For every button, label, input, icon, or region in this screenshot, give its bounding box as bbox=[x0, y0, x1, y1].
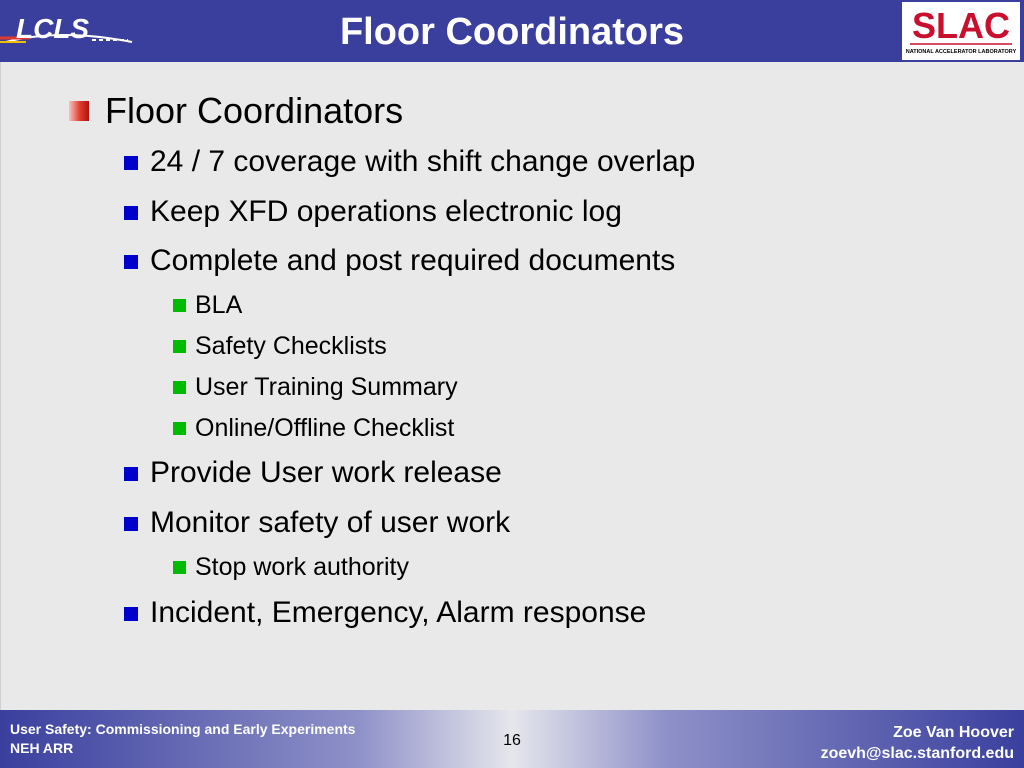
bullet-item bbox=[150, 506, 510, 540]
footer-presentation-subtitle: NEH ARR bbox=[10, 740, 74, 756]
blue-square-bullet-icon bbox=[124, 517, 138, 531]
green-square-bullet-icon bbox=[173, 299, 186, 312]
bullet-item bbox=[150, 145, 695, 179]
bullet-text: Provide User work release bbox=[150, 456, 502, 489]
blue-square-bullet-icon bbox=[124, 607, 138, 621]
slac-logo bbox=[902, 2, 1020, 60]
bullet-text: Monitor safety of user work bbox=[150, 506, 511, 539]
sub-bullet-text: Safety Checklists bbox=[195, 332, 387, 360]
slac-logo-text: SLAC bbox=[912, 5, 1010, 46]
sub-bullet-item bbox=[195, 331, 387, 361]
bullet-item bbox=[150, 456, 502, 490]
footer-author-info bbox=[821, 722, 1014, 764]
footer-author-email: zoevh@slac.stanford.edu bbox=[820, 745, 1014, 762]
footer-presentation-title: User Safety: Commissioning and Early Experiments bbox=[10, 721, 356, 737]
red-square-bullet-icon bbox=[69, 101, 89, 121]
blue-square-bullet-icon bbox=[124, 467, 138, 481]
green-square-bullet-icon bbox=[173, 422, 186, 435]
footer-author-name: Zoe Van Hoover bbox=[893, 724, 1014, 741]
sub-bullet-item bbox=[195, 413, 454, 443]
bullet-text: Keep XFD operations electronic log bbox=[150, 195, 622, 228]
lcls-logo-text: LCLS bbox=[16, 13, 90, 44]
sub-bullet-item bbox=[195, 290, 242, 320]
green-square-bullet-icon bbox=[173, 561, 186, 574]
bullet-text: Complete and post required documents bbox=[150, 244, 676, 277]
blue-square-bullet-icon bbox=[124, 255, 138, 269]
slide-footer bbox=[0, 710, 1024, 768]
heading-text: Floor Coordinators bbox=[105, 90, 404, 131]
blue-square-bullet-icon bbox=[124, 206, 138, 220]
sub-bullet-text: Online/Offline Checklist bbox=[195, 414, 455, 442]
bullet-item bbox=[150, 596, 646, 630]
sub-bullet-item bbox=[195, 552, 409, 582]
page-number: 16 bbox=[503, 732, 521, 749]
bullet-text: 24 / 7 coverage with shift change overlap bbox=[150, 145, 696, 178]
bullet-item bbox=[150, 244, 675, 278]
sub-bullet-text: BLA bbox=[195, 291, 243, 319]
slide-body bbox=[0, 62, 1024, 710]
sub-bullet-item bbox=[195, 372, 458, 402]
bullet-text: Incident, Emergency, Alarm response bbox=[150, 596, 647, 629]
green-square-bullet-icon bbox=[173, 381, 186, 394]
slac-logo-subtext: NATIONAL ACCELERATOR LABORATORY bbox=[905, 49, 1017, 55]
bullet-item bbox=[150, 195, 622, 229]
page-title: Floor Coordinators bbox=[339, 11, 685, 53]
bullet-heading bbox=[105, 90, 403, 132]
sub-bullet-text: User Training Summary bbox=[195, 373, 458, 401]
green-square-bullet-icon bbox=[173, 340, 186, 353]
blue-square-bullet-icon bbox=[124, 156, 138, 170]
slide-header bbox=[0, 0, 1024, 62]
sub-bullet-text: Stop work authority bbox=[195, 553, 409, 581]
